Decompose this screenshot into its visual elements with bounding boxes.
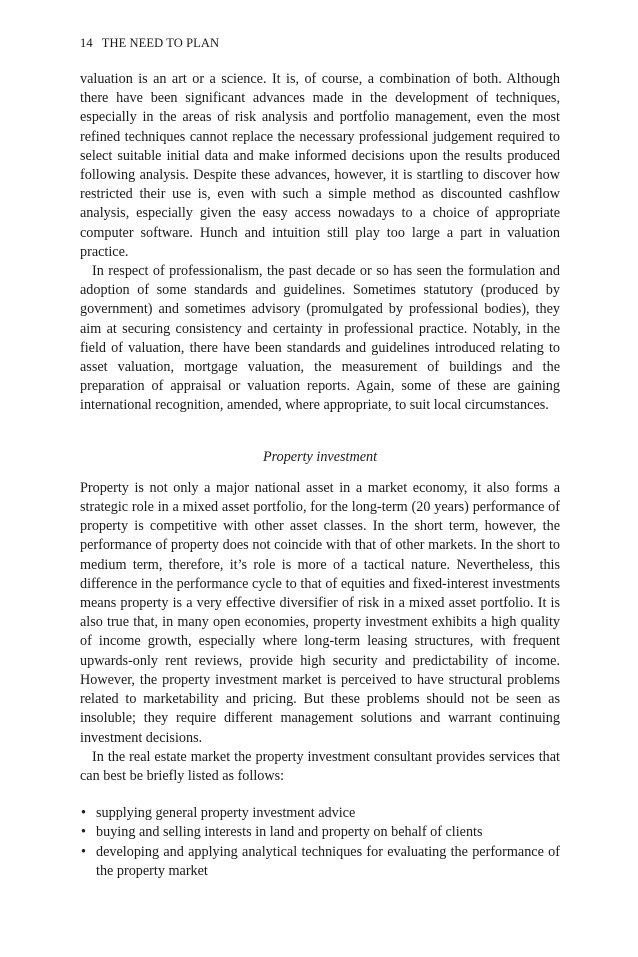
- bullet-icon: •: [81, 843, 86, 860]
- paragraph-consultant-services-intro: In the real estate market the property investment consultant provides services that can best be briefly listed as follows:: [80, 748, 560, 784]
- paragraph-property-national-asset: Property is not only a major national asset in a market economy, it also forms a strategic role in a mixed asset portfolio, for the long-term (20 years) performance of property is competitive with other asset classes. In the short term, however, the performance of property does not coincide with that of other markets. In the short to medium term, therefore, it’s role is more of a tactical nature. Nevertheless, this difference in the performance cycle to that of equities and fixed-interest investments means property is a very effective diversifier of risk in a mixed asset portfolio. It is also true that, in many open economies, property investment exhibits a high quality of income growth, especially where long-term leasing structures, with frequent upwards-only rent reviews, provide high security and predictability of income. However, the property investment market is perceived to have structural problems related to marketability and pricing. But these problems should not be seen as insoluble; they require different management solutions and warrant continuing investment decisions.: [80, 479, 560, 746]
- paragraph-valuation-art-science: valuation is an art or a science. It is, of course, a combination of both. Although there have been significant advances made in the development of techniques, especially in the areas of risk analysis and portfolio management, even the most refined techniques cannot replace the necessary professional judgement required to select suitable initial data and make informed decisions upon the results produced following analysis. Despite these advances, however, it is startling to discover how restricted their use is, even with such a simple method as discounted cashflow analysis, especially given the easy access nowadays to a choice of appropriate computer software. Hunch and intuition still play too large a part in valuation practice.: [80, 71, 560, 260]
- services-bullet-list: [80, 804, 560, 881]
- list-item: [80, 843, 560, 881]
- bullet-icon: •: [81, 805, 86, 822]
- book-page: [80, 36, 560, 881]
- page-number: 14: [80, 36, 93, 50]
- list-item-text: buying and selling interests in land and property on behalf of clients: [96, 824, 483, 841]
- list-item-text: developing and applying analytical techniques for evaluating the performance of the property market: [96, 843, 560, 879]
- running-header: [80, 36, 560, 51]
- bullet-icon: •: [81, 824, 86, 841]
- list-item: [80, 804, 560, 823]
- list-item-text: supplying general property investment advice: [96, 805, 356, 822]
- running-title: THE NEED TO PLAN: [101, 36, 220, 50]
- section-heading-property-investment: Property investment: [262, 448, 378, 465]
- paragraph-professionalism-standards: In respect of professionalism, the past decade or so has seen the formulation and adoption of some standards and guidelines. Sometimes statutory (produced by government) and sometimes advisory (promulgated by professional bodies), they aim at securing consistency and certainty in professional practice. Notably, in the field of valuation, there have been standards and guidelines introduced relating to asset valuation, mortgage valuation, the measurement of buildings and the preparation of appraisal or valuation reports. Again, some of these are gaining international recognition, amended, where appropriate, to suit local circumstances.: [80, 263, 560, 414]
- list-item: [80, 823, 560, 842]
